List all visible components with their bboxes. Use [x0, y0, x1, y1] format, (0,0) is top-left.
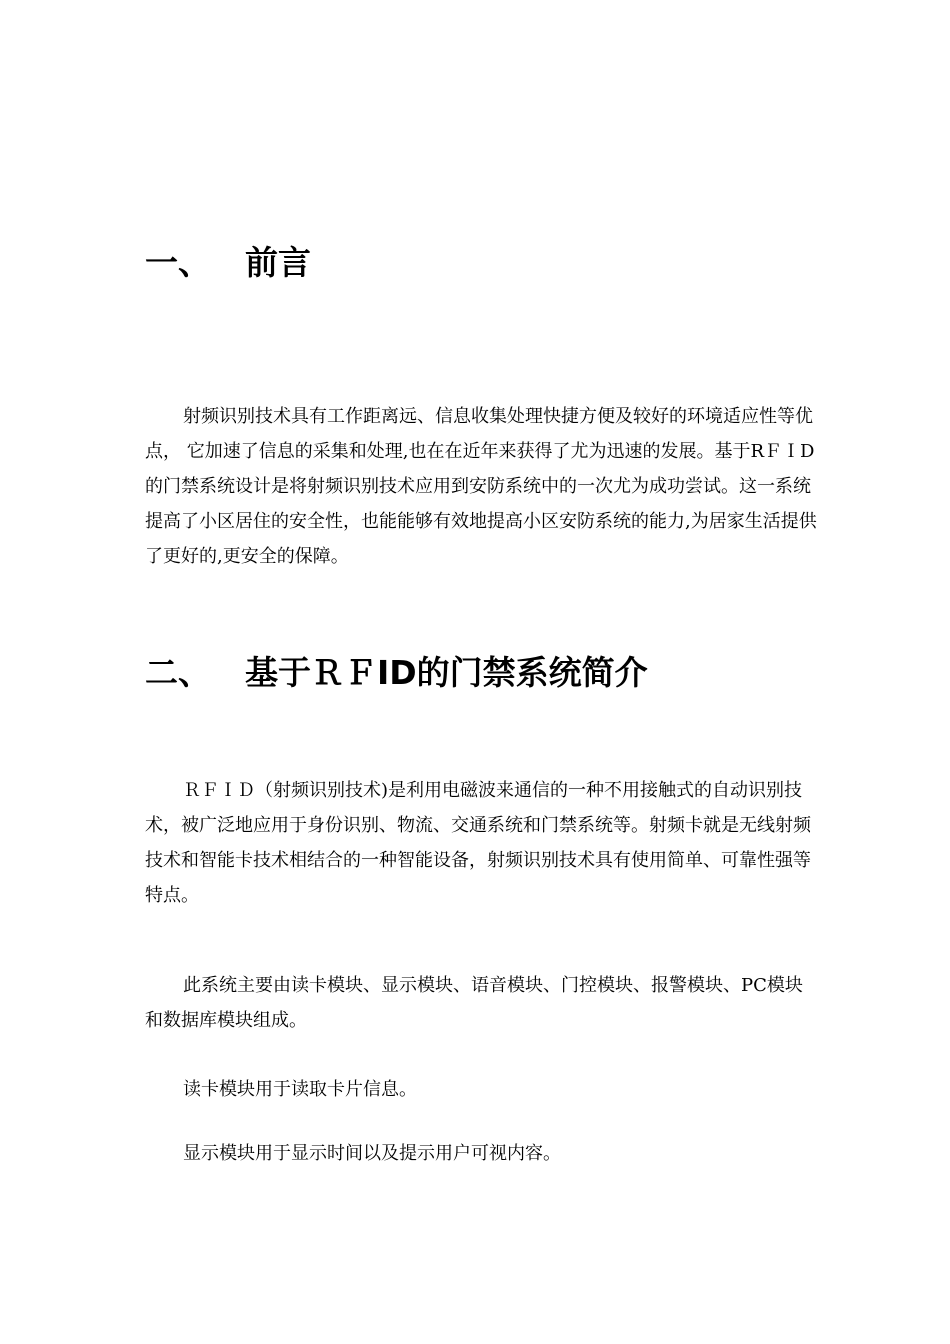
section-2-title: 基于ＲＦID的门禁系统简介 [245, 653, 648, 692]
section-1-title: 前言 [245, 243, 311, 282]
section-1-heading [145, 243, 311, 283]
section-1-paragraph: 射频识别技术具有工作距离远、信息收集处理快捷方便及较好的环境适应性等优点， 它加速了信息的采集和处理,也在在近年来获得了尤为迅速的发展。基于RＦＩD的门禁系统设计是将射频识别技术应用到安防系统中的一次尤为成功尝试。这一系统提高了小区居住的安全性，也能能够有效地提高小区安防系统的能力,为居家生活提供了更好的,更安全的保障。 [145, 406, 817, 567]
section-2-number: 二、 [145, 653, 211, 692]
section-2-heading [145, 653, 648, 693]
section-1-number: 一、 [145, 243, 211, 282]
rfid-intro-paragraph: ＲＦＩＤ（射频识别技术)是利用电磁波来通信的一种不用接触式的自动识别技术，被广泛地应用于身份识别、物流、交通系统和门禁系统等。射频卡就是无线射频技术和智能卡技术相结合的一种智能设备，射频识别技术具有使用简单、可靠性强等特点。 [145, 780, 811, 906]
display-module-paragraph: 显示模块用于显示时间以及提示用户可视内容。 [183, 1143, 561, 1164]
card-reader-paragraph: 读卡模块用于读取卡片信息。 [183, 1079, 417, 1100]
system-modules-paragraph: 此系统主要由读卡模块、显示模块、语音模块、门控模块、报警模块、PC模块和数据库模块组成。 [145, 975, 803, 1031]
